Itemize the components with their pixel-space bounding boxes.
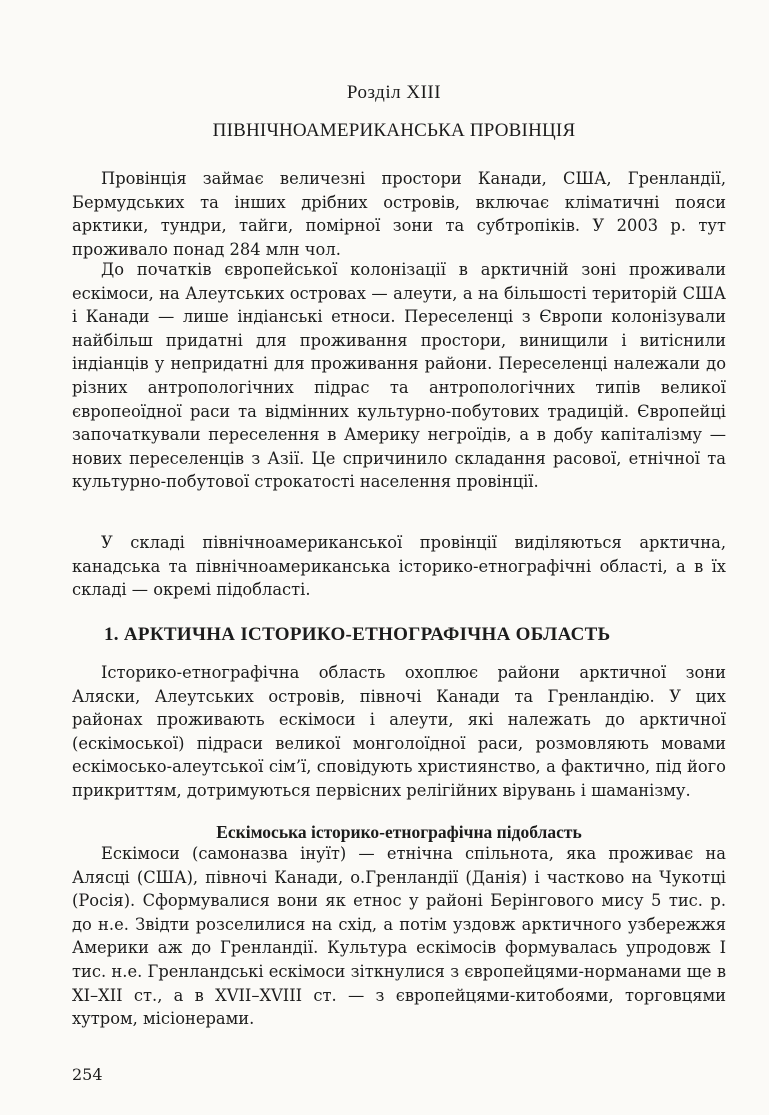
chapter-number: Розділ XIII [346, 82, 442, 103]
paragraph-intro-1: Провінція займає величезні простори Канади, США, Гренландії, Бермудських та інших дрібних островів, включає кліматичні пояси арктики, тундри, тайги, помірної зони та субтропіків. У 2003 р. тут проживало понад 284 млн чол. [72, 169, 726, 259]
paragraph-intro-2: До початків європейської колонізації в арктичній зоні проживали ескімоси, на Алеутських островах — алеути, а на більшості територій США і Канади — лише індіанські етноси. Переселенці з Європи колонізували найбільш придатні для проживання простори, винищили і витіснили індіанців у непридатні для проживання райони. Переселенці належали до різних антропологічних підрас та антропологічних типів великої європеоїдної раси та відмінних культурно-побутових традицій. Європейці започаткували переселення в Америку негроїдів, а в добу капіталізму — нових переселенців з Азії. Це спричинило складання расової, етнічної та культурно-побутової строкатості населення провінції. [72, 260, 726, 492]
page-number: 254 [72, 1065, 103, 1084]
section-paragraph: Історико-етнографічна область охоплює райони арктичної зони Аляски, Алеутських островів, півночі Канади та Гренландію. У цих районах проживають ескімоси і алеути, які належать до арктичної (ескімоської) підраси великої монголоїдної раси, розмовляють мовами ескімосько-алеутської сім’ї, сповідують християнство, а фактично, під його прикриттям, дотримуються первісних релігійних вірувань і шаманізму. [72, 663, 726, 800]
paragraph-intro-3: У складі північноамериканської провінції виділяються арктична, канадська та північноамериканська історико-етнографічні області, а в їх складі — окремі підобласті. [72, 533, 726, 600]
subsection-heading: Ескімоська історико-етнографічна підобласть [216, 822, 582, 842]
subsection-paragraph: Ескімоси (самоназва інуїт) — етнічна спільнота, яка проживає на Алясці (США), півночі Канади, о.Гренландії (Данія) і частково на Чукотці (Росія). Сформувалися вони як етнос у районі Берінгового мису 5 тис. р. до н.е. Звідти розселилися на схід, а потім уздовж арктичного узбережжя Америки аж до Гренландії. Культура ескімосів формувалась упродовж І тис. н.е. Гренландські ескімоси зіткнулися з європейцями-норманами ще в XI–XII ст., а в XVII–XVIII ст. — з європейцями-китобоями, торговцями хутром, місіонерами. [72, 844, 726, 1029]
section-heading: 1. АРКТИЧНА ІСТОРИКО-ЕТНОГРАФІЧНА ОБЛАСТЬ [104, 624, 611, 645]
chapter-title: ПІВНІЧНОАМЕРИКАНСЬКА ПРОВІНЦІЯ [212, 120, 576, 141]
